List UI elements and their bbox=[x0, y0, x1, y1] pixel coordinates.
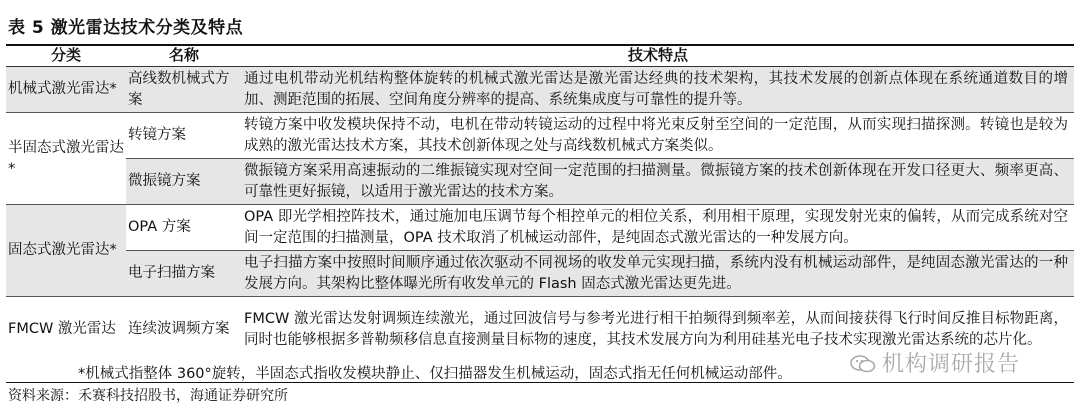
table-row bbox=[6, 67, 1074, 113]
wechat-icon bbox=[850, 354, 876, 374]
watermark bbox=[850, 347, 1020, 378]
table-row bbox=[6, 205, 1074, 251]
row-name: 连续波调频方案 bbox=[128, 321, 230, 338]
row-category: 固态式激光雷达* bbox=[6, 205, 126, 297]
watermark-text: 机构调研报告 bbox=[882, 352, 1021, 377]
table-row bbox=[6, 159, 1074, 205]
row-name: OPA 方案 bbox=[126, 205, 242, 251]
row-feature: 电子扫描方案中按照时间顺序通过依次驱动不同视场的收发单元实现扫描，系统内没有机械运动部件，是纯固态激光雷达的一种发展方向。其架构比整体曝光所有收发单元的 Flash 固态式激光雷达更先进。 bbox=[242, 251, 1074, 297]
row-category: 半固态式激光雷达* bbox=[6, 113, 126, 205]
header-feature: 技术特点 bbox=[242, 45, 1074, 67]
row-name: 微振镜方案 bbox=[126, 159, 242, 205]
row-feature: 通过电机带动光机结构整体旋转的机械式激光雷达是激光雷达经典的技术架构，其技术发展的创新点体现在系统通道数目的增加、测距范围的拓展、空间角度分辨率的提高、系统集成度与可靠性的提升等。 bbox=[242, 67, 1074, 113]
lidar-tech-table bbox=[6, 45, 1074, 363]
table-title: 表 5 激光雷达技术分类及特点 bbox=[8, 18, 244, 38]
header-category: 分类 bbox=[6, 45, 126, 67]
row-feature: 微振镜方案采用高速振动的二维振镜实现对空间一定范围的扫描测量。微振镜方案的技术创新体现在开发口径更大、频率更高、可靠性更好振镜，以适用于激光雷达的技术方案。 bbox=[242, 159, 1074, 205]
row-name: 高线数机械式方案 bbox=[126, 67, 242, 113]
footnote: *机械式指整体 360°旋转，半固态式指收发模块静止、仅扫描器发生机械运动，固态式指无任何机械运动部件。 bbox=[78, 366, 792, 382]
footer-rule bbox=[6, 382, 1074, 383]
row-feature: FMCW 激光雷达发射调频连续激光，通过回波信号与参考光进行相干拍频得到频率差，从而间接获得飞行时间反推目标物距离，同时也能够根据多普勒频移信息直接测量目标物的速度，其技术发展方向为利用硅基光电子技术实现激光雷达系统的芯片化。 bbox=[244, 310, 1068, 348]
source-note: 资料来源：禾赛科技招股书，海通证券研究所 bbox=[8, 388, 288, 404]
table-row bbox=[6, 251, 1074, 297]
row-category: FMCW 激光雷达 bbox=[8, 321, 116, 338]
row-name: 转镜方案 bbox=[126, 113, 242, 159]
table-header-row bbox=[6, 45, 1074, 67]
table-row bbox=[6, 113, 1074, 159]
header-name: 名称 bbox=[126, 45, 242, 67]
row-feature: 转镜方案中收发模块保持不动，电机在带动转镜运动的过程中将光束反射至空间的一定范围，从而实现扫描探测。转镜也是较为成熟的激光雷达技术方案，其技术创新体现之处与高线数机械式方案类似。 bbox=[242, 113, 1074, 159]
row-category: 机械式激光雷达* bbox=[6, 67, 126, 113]
row-name: 电子扫描方案 bbox=[126, 251, 242, 297]
row-feature: OPA 即光学相控阵技术，通过施加电压调节每个相控单元的相位关系，利用相干原理，实现发射光束的偏转，从而完成系统对空间一定范围的扫描测量，OPA 技术取消了机械运动部件，是纯固态式激光雷达的一种发展方向。 bbox=[242, 205, 1074, 251]
